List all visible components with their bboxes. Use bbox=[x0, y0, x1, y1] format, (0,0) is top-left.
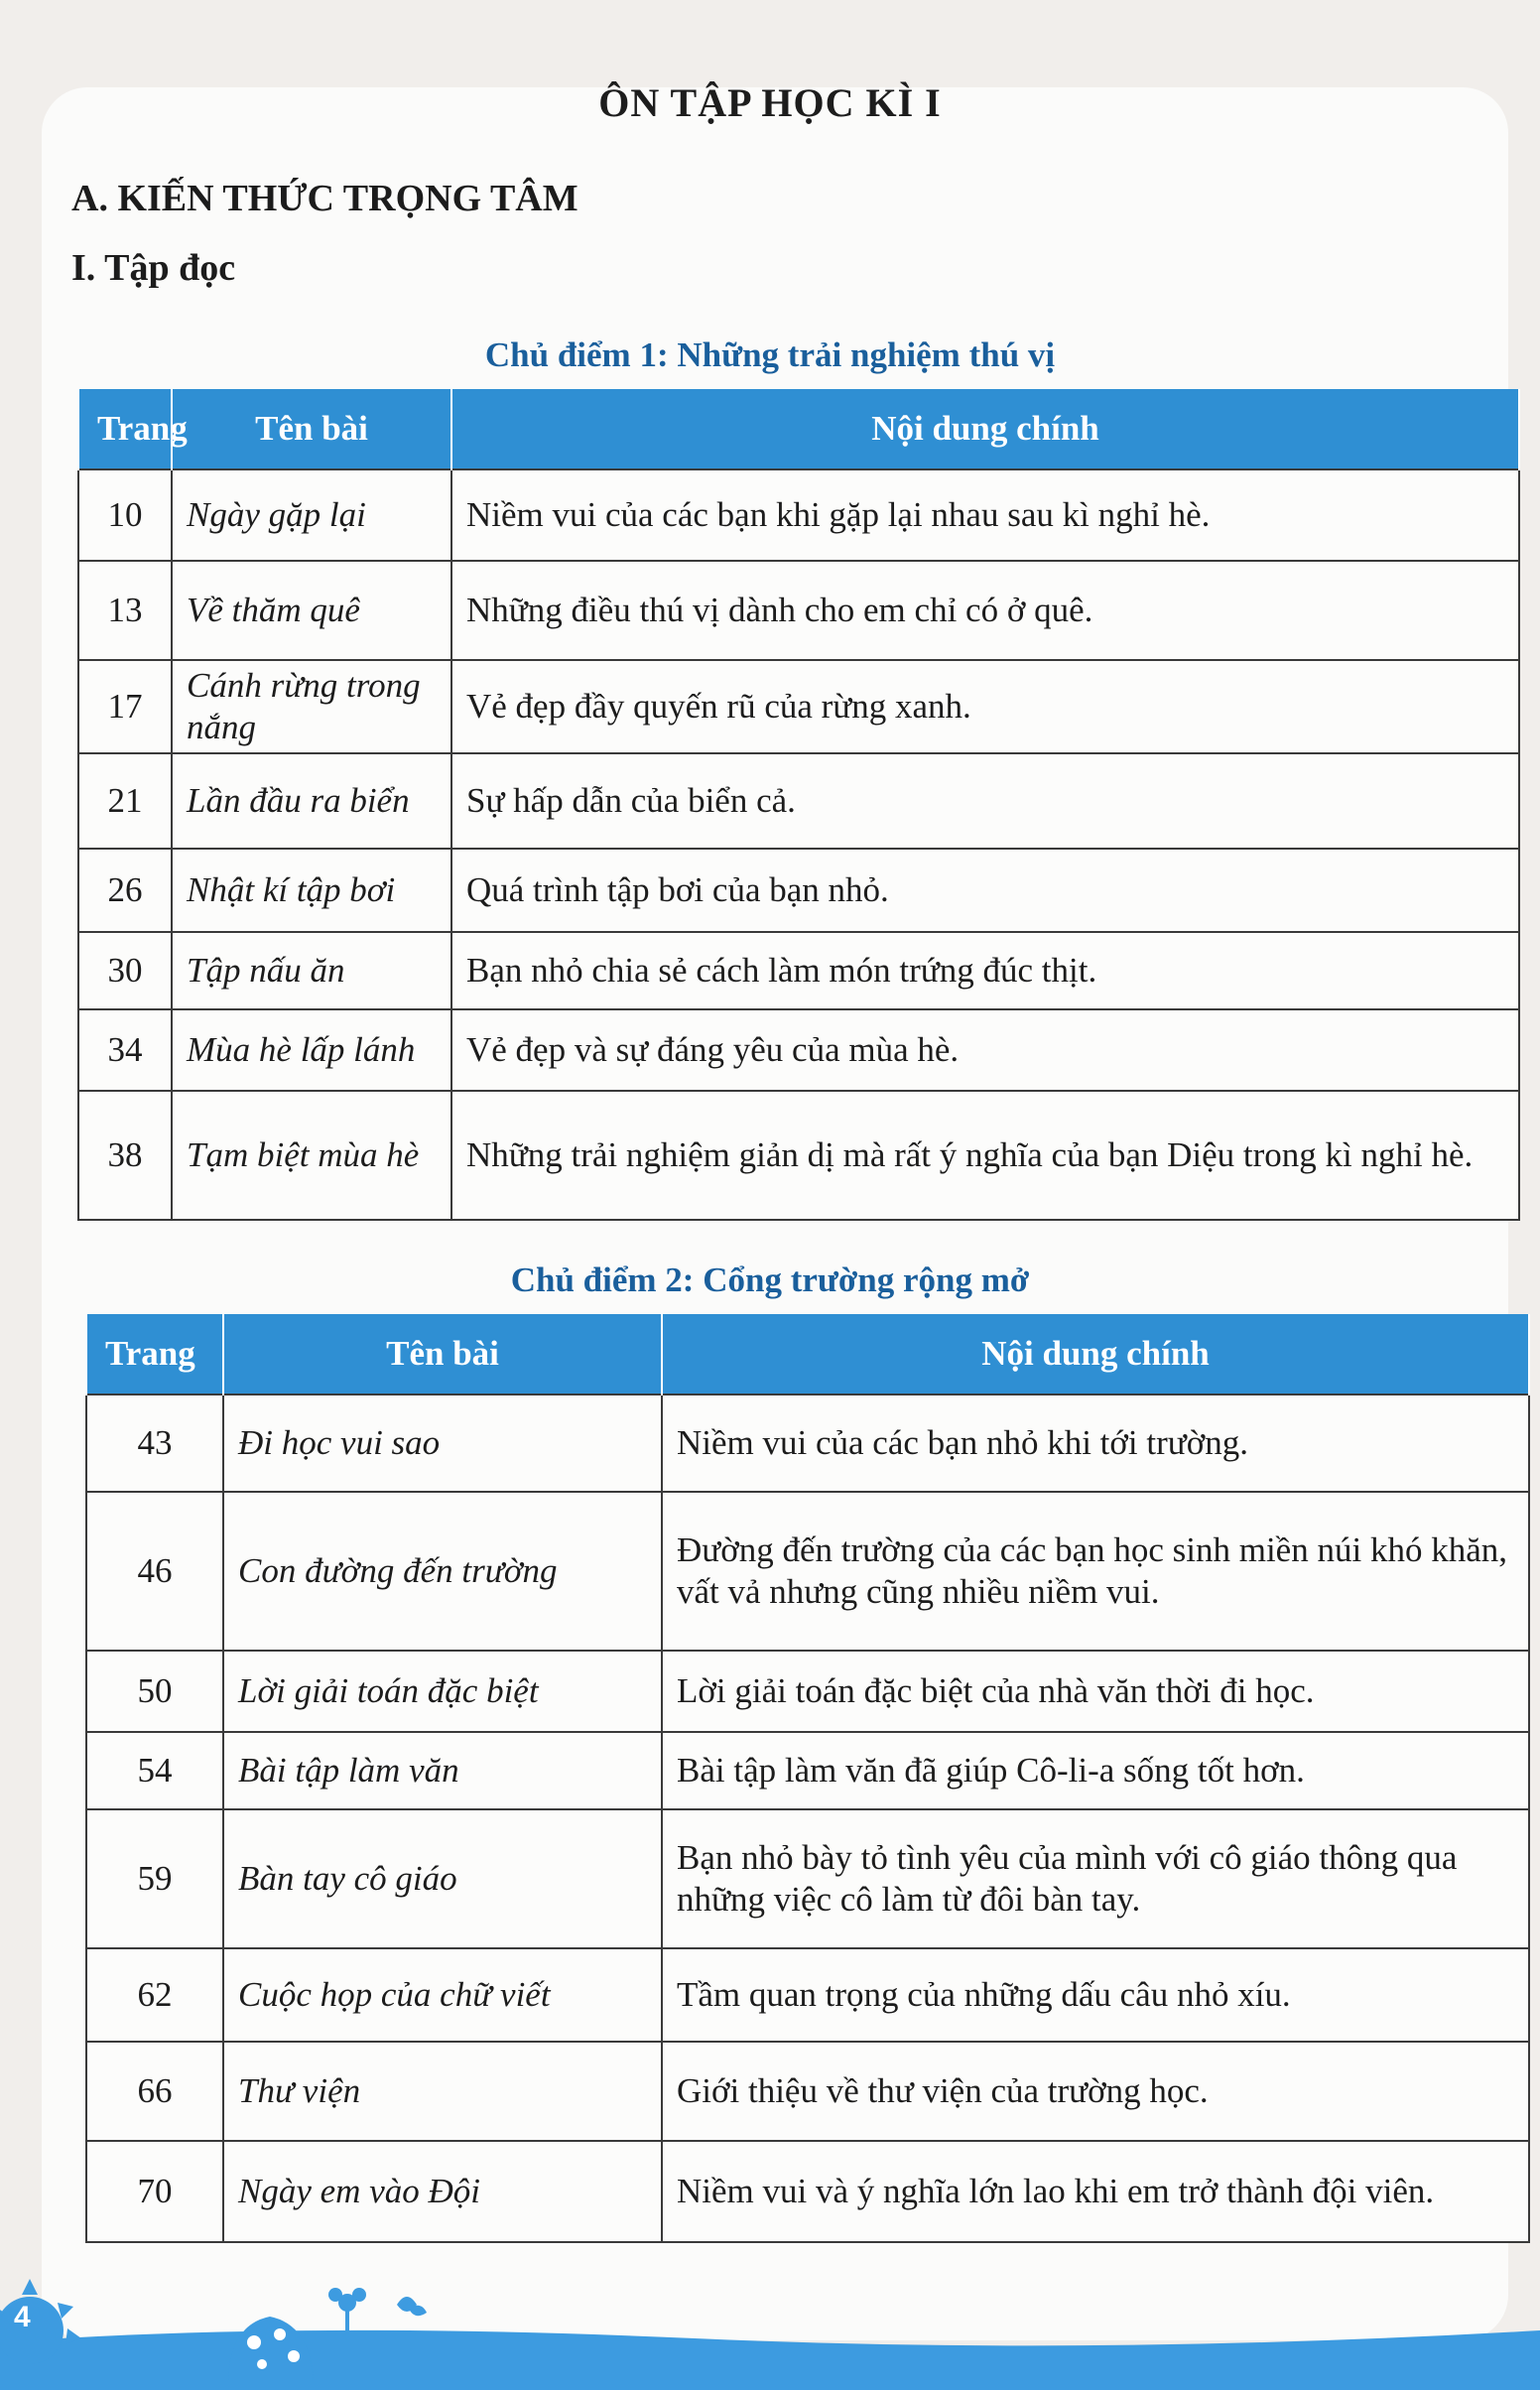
cell-page: 10 bbox=[78, 469, 172, 561]
cell-page: 38 bbox=[78, 1091, 172, 1220]
table-row bbox=[86, 1948, 1529, 2042]
cell-page: 13 bbox=[78, 561, 172, 660]
cell-page: 46 bbox=[86, 1492, 223, 1651]
cell-content: Niềm vui của các bạn nhỏ khi tới trường. bbox=[662, 1394, 1529, 1492]
table-row bbox=[78, 932, 1519, 1009]
cell-title: Bài tập làm văn bbox=[223, 1732, 662, 1809]
table-row bbox=[86, 1394, 1529, 1492]
cell-title: Ngày em vào Đội bbox=[223, 2141, 662, 2242]
cell-title: Lần đầu ra biển bbox=[172, 753, 451, 849]
cell-page: 21 bbox=[78, 753, 172, 849]
footer-decoration bbox=[0, 2273, 1540, 2390]
cell-content: Bạn nhỏ chia sẻ cách làm món trứng đúc thịt. bbox=[451, 932, 1519, 1009]
leaf-icon bbox=[397, 2297, 427, 2316]
cell-page: 66 bbox=[86, 2042, 223, 2141]
table-header-row bbox=[86, 1314, 1529, 1394]
table-row bbox=[78, 660, 1519, 753]
cell-page: 30 bbox=[78, 932, 172, 1009]
cell-page: 34 bbox=[78, 1009, 172, 1091]
cell-page: 70 bbox=[86, 2141, 223, 2242]
table-row bbox=[86, 1651, 1529, 1732]
cell-title: Đi học vui sao bbox=[223, 1394, 662, 1492]
theme-2-title: Chủ điểm 2: Cổng trường rộng mở bbox=[510, 1261, 1030, 1299]
column-header-page: Trang bbox=[86, 1314, 223, 1394]
cell-content: Niềm vui và ý nghĩa lớn lao khi em trở thành đội viên. bbox=[662, 2141, 1529, 2242]
table-row bbox=[78, 753, 1519, 849]
cell-content: Lời giải toán đặc biệt của nhà văn thời đi học. bbox=[662, 1651, 1529, 1732]
table-row bbox=[86, 2042, 1529, 2141]
table-row bbox=[78, 1009, 1519, 1091]
cell-content: Bạn nhỏ bày tỏ tình yêu của mình với cô giáo thông qua những việc cô làm từ đôi bàn tay. bbox=[662, 1809, 1529, 1948]
table-header-row bbox=[78, 389, 1519, 469]
column-header-content: Nội dung chính bbox=[451, 389, 1519, 469]
cell-content: Đường đến trường của các bạn học sinh miền núi khó khăn, vất vả nhưng cũng nhiều niềm vui. bbox=[662, 1492, 1529, 1651]
table-row bbox=[78, 1091, 1519, 1220]
cell-page: 62 bbox=[86, 1948, 223, 2042]
cell-page: 59 bbox=[86, 1809, 223, 1948]
cell-content: Vẻ đẹp và sự đáng yêu của mùa hè. bbox=[451, 1009, 1519, 1091]
cell-page: 26 bbox=[78, 849, 172, 932]
page-number: 4 bbox=[14, 2301, 31, 2333]
cell-title: Lời giải toán đặc biệt bbox=[223, 1651, 662, 1732]
theme-1-table bbox=[77, 389, 1520, 1221]
cell-page: 43 bbox=[86, 1394, 223, 1492]
flower-icon bbox=[328, 2288, 366, 2330]
cell-title: Bàn tay cô giáo bbox=[223, 1809, 662, 1948]
subsection-heading-reading: I. Tập đọc bbox=[71, 247, 236, 289]
cell-title: Tạm biệt mùa hè bbox=[172, 1091, 451, 1220]
table-row bbox=[86, 1492, 1529, 1651]
cell-content: Sự hấp dẫn của biển cả. bbox=[451, 753, 1519, 849]
table-row bbox=[86, 2141, 1529, 2242]
cell-title: Cuộc họp của chữ viết bbox=[223, 1948, 662, 2042]
cell-title: Thư viện bbox=[223, 2042, 662, 2141]
table-row bbox=[86, 1732, 1529, 1809]
cell-content: Bài tập làm văn đã giúp Cô-li-a sống tốt hơn. bbox=[662, 1732, 1529, 1809]
cell-title: Ngày gặp lại bbox=[172, 469, 451, 561]
table-row bbox=[78, 469, 1519, 561]
cell-content: Những điều thú vị dành cho em chỉ có ở quê. bbox=[451, 561, 1519, 660]
cell-content: Tầm quan trọng của những dấu câu nhỏ xíu. bbox=[662, 1948, 1529, 2042]
cell-title: Mùa hè lấp lánh bbox=[172, 1009, 451, 1091]
cell-title: Con đường đến trường bbox=[223, 1492, 662, 1651]
cell-content: Giới thiệu về thư viện của trường học. bbox=[662, 2042, 1529, 2141]
cell-page: 17 bbox=[78, 660, 172, 753]
theme-1-title: Chủ điểm 1: Những trải nghiệm thú vị bbox=[484, 335, 1056, 374]
cell-content: Vẻ đẹp đầy quyến rũ của rừng xanh. bbox=[451, 660, 1519, 753]
mushroom-icon bbox=[228, 2317, 314, 2380]
cell-content: Những trải nghiệm giản dị mà rất ý nghĩa của bạn Diệu trong kì nghỉ hè. bbox=[451, 1091, 1519, 1220]
cell-title: Tập nấu ăn bbox=[172, 932, 451, 1009]
column-header-title: Tên bài bbox=[172, 389, 451, 469]
cell-content: Niềm vui của các bạn khi gặp lại nhau sau kì nghỉ hè. bbox=[451, 469, 1519, 561]
column-header-content: Nội dung chính bbox=[662, 1314, 1529, 1394]
section-heading-a: A. KIẾN THỨC TRỌNG TÂM bbox=[71, 178, 578, 219]
page-title: ÔN TẬP HỌC KÌ I bbox=[598, 80, 942, 125]
table-row bbox=[86, 1809, 1529, 1948]
cell-title: Nhật kí tập bơi bbox=[172, 849, 451, 932]
table-row bbox=[78, 849, 1519, 932]
cell-page: 50 bbox=[86, 1651, 223, 1732]
cell-title: Cánh rừng trong nắng bbox=[172, 660, 451, 753]
cell-page: 54 bbox=[86, 1732, 223, 1809]
theme-2-table bbox=[85, 1314, 1530, 2243]
column-header-page: Trang bbox=[78, 389, 172, 469]
cell-title: Về thăm quê bbox=[172, 561, 451, 660]
cell-content: Quá trình tập bơi của bạn nhỏ. bbox=[451, 849, 1519, 932]
column-header-title: Tên bài bbox=[223, 1314, 662, 1394]
footer-decoration-art bbox=[0, 2273, 1540, 2390]
table-row bbox=[78, 561, 1519, 660]
